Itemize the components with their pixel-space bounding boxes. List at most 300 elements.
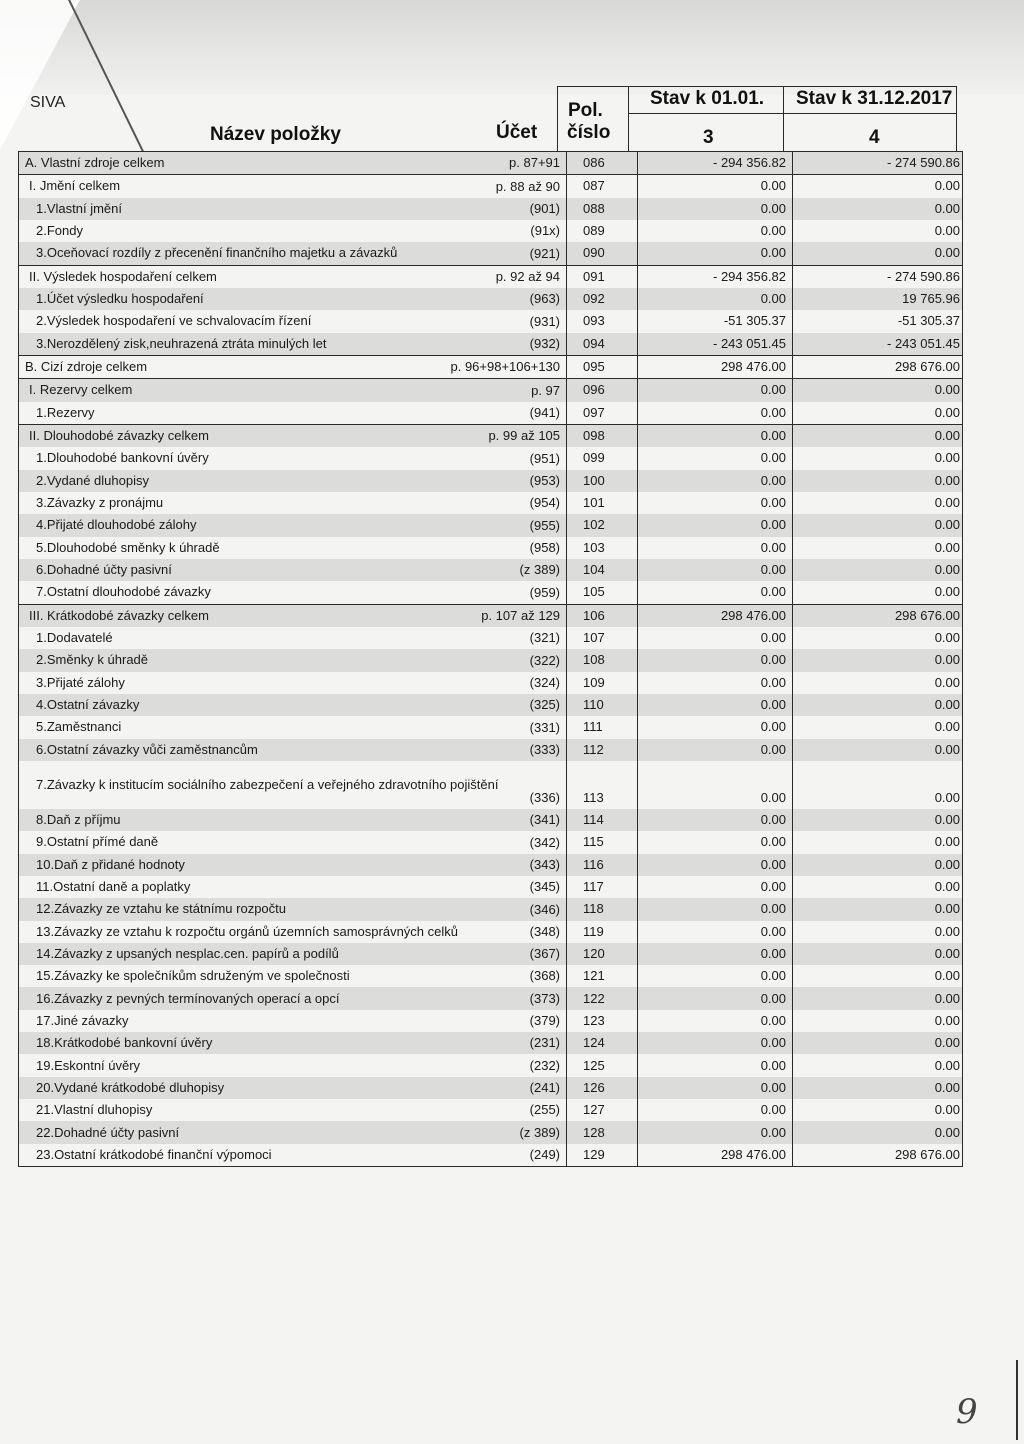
table-row [19, 175, 963, 198]
table-row [19, 1054, 963, 1076]
row-value-start: 0.00 [638, 198, 793, 220]
row-value-start: 0.00 [638, 761, 793, 809]
row-name: 17.Jiné závazky [36, 1012, 129, 1028]
row-name: I. Rezervy celkem [29, 382, 133, 398]
row-value-start: 0.00 [638, 716, 793, 738]
row-value-start: - 294 356.82 [638, 265, 793, 288]
row-name-cell [19, 581, 567, 604]
row-value-end: 0.00 [793, 649, 963, 671]
row-account: (955) [529, 517, 561, 533]
row-account: (324) [529, 674, 561, 690]
row-name-cell [19, 1099, 567, 1121]
table-row [19, 649, 963, 671]
row-name: 2.Směnky k úhradě [36, 652, 149, 668]
row-value-end: 0.00 [793, 1010, 963, 1032]
table-row [19, 898, 963, 920]
row-pol-number: 102 [567, 514, 638, 536]
row-value-start: 0.00 [638, 694, 793, 716]
row-value-end: 0.00 [793, 447, 963, 469]
row-value-start: 0.00 [638, 921, 793, 943]
row-name: 14.Závazky z upsaných nesplac.cen. papírů a podílů [36, 945, 339, 961]
row-value-end: 0.00 [793, 424, 963, 447]
row-name: 1.Dodavatelé [36, 630, 113, 646]
table-row [19, 943, 963, 965]
row-pol-number: 129 [567, 1144, 638, 1167]
row-value-start: 0.00 [638, 514, 793, 536]
row-name: 21.Vlastní dluhopisy [36, 1102, 153, 1118]
row-name: 10.Daň z přidané hodnoty [36, 856, 185, 872]
row-name-cell [19, 831, 567, 853]
row-account: p. 107 až 129 [481, 607, 561, 623]
row-value-end: 0.00 [793, 402, 963, 425]
table-row [19, 761, 963, 809]
row-name-cell [19, 809, 567, 831]
row-account: (951) [529, 450, 561, 466]
row-name-cell [19, 1077, 567, 1099]
row-account: (346) [529, 901, 561, 917]
row-name: II. Výsledek hospodaření celkem [29, 268, 217, 284]
row-name-cell [19, 310, 567, 332]
row-name-cell [19, 265, 567, 288]
row-value-end: 0.00 [793, 581, 963, 604]
row-name: 1.Dlouhodobé bankovní úvěry [36, 450, 209, 466]
row-account: (z 389) [519, 562, 561, 578]
row-value-start: 0.00 [638, 581, 793, 604]
row-value-start: 298 476.00 [638, 604, 793, 627]
row-value-end: 0.00 [793, 739, 963, 761]
header-divider-pol-right [628, 86, 629, 152]
row-value-end: 0.00 [793, 898, 963, 920]
row-pol-number: 120 [567, 943, 638, 965]
row-value-end: 0.00 [793, 809, 963, 831]
row-pol-number: 105 [567, 581, 638, 604]
row-name: 7.Závazky k institucím sociálního zabezpečení a veřejného zdravotního pojištění [36, 777, 499, 793]
table-row [19, 333, 963, 356]
row-name-cell [19, 447, 567, 469]
row-value-end: 0.00 [793, 761, 963, 809]
row-name: 23.Ostatní krátkodobé finanční výpomoci [36, 1146, 272, 1162]
row-value-start: 0.00 [638, 831, 793, 853]
row-pol-number: 090 [567, 242, 638, 265]
row-name-cell [19, 739, 567, 761]
row-account: (241) [529, 1080, 561, 1096]
row-value-start: 0.00 [638, 627, 793, 649]
table-row [19, 1121, 963, 1143]
table-row [19, 1010, 963, 1032]
row-name: 3.Nerozdělený zisk,neuhrazená ztráta minulých let [36, 335, 327, 351]
row-value-end: - 274 590.86 [793, 265, 963, 288]
header-mid-rule [628, 113, 957, 114]
row-pol-number: 104 [567, 559, 638, 581]
row-pol-number: 127 [567, 1099, 638, 1121]
row-name: 8.Daň z příjmu [36, 812, 121, 828]
row-value-end: 0.00 [793, 831, 963, 853]
row-pol-number: 087 [567, 175, 638, 198]
row-value-end: 0.00 [793, 175, 963, 198]
column-header-state-end: Stav k 31.12.2017 [796, 88, 953, 109]
table-row [19, 198, 963, 220]
row-pol-number: 100 [567, 470, 638, 492]
row-name-cell [19, 898, 567, 920]
row-account: (336) [529, 789, 561, 805]
row-name-cell [19, 152, 567, 175]
row-value-end: 0.00 [793, 921, 963, 943]
header-top-rule [557, 86, 957, 87]
row-pol-number: 099 [567, 447, 638, 469]
scan-shadow [0, 0, 1024, 95]
table-row [19, 447, 963, 469]
row-value-start: 0.00 [638, 987, 793, 1009]
row-value-start: 0.00 [638, 1054, 793, 1076]
row-value-start: 0.00 [638, 1010, 793, 1032]
row-value-end: 0.00 [793, 470, 963, 492]
row-value-end: 19 765.96 [793, 288, 963, 310]
row-account: (z 389) [519, 1124, 561, 1140]
row-name-cell [19, 537, 567, 559]
row-pol-number: 123 [567, 1010, 638, 1032]
row-account: (249) [529, 1147, 561, 1163]
row-value-start: 0.00 [638, 402, 793, 425]
row-name: III. Krátkodobé závazky celkem [29, 607, 209, 623]
row-name: 18.Krátkodobé bankovní úvěry [36, 1035, 213, 1051]
row-name: 19.Eskontní úvěry [36, 1057, 141, 1073]
row-account: p. 88 až 90 [495, 178, 561, 194]
scan-edge-mark [1016, 1360, 1018, 1440]
row-value-end: 0.00 [793, 965, 963, 987]
table-row [19, 470, 963, 492]
row-pol-number: 089 [567, 220, 638, 242]
balance-table-body [19, 152, 963, 1167]
row-pol-number: 103 [567, 537, 638, 559]
row-name: 6.Ostatní závazky vůči zaměstnancům [36, 741, 258, 757]
row-pol-number: 097 [567, 402, 638, 425]
row-value-start: -51 305.37 [638, 310, 793, 332]
row-value-start: 298 476.00 [638, 1144, 793, 1167]
table-row [19, 379, 963, 402]
row-account: (368) [529, 968, 561, 984]
row-value-end: 0.00 [793, 220, 963, 242]
row-name-cell [19, 1010, 567, 1032]
row-account: (341) [529, 812, 561, 828]
row-name-cell [19, 559, 567, 581]
row-pol-number: 112 [567, 739, 638, 761]
table-row [19, 1144, 963, 1167]
row-name: 5.Dlouhodobé směnky k úhradě [36, 539, 220, 555]
row-name: 13.Závazky ze vztahu k rozpočtu orgánů územních samosprávných celků [36, 923, 458, 939]
row-name: II. Dlouhodobé závazky celkem [29, 428, 209, 444]
row-pol-number: 122 [567, 987, 638, 1009]
column-header-pol: Pol. [568, 100, 603, 121]
table-row [19, 242, 963, 265]
row-name: 1.Účet výsledku hospodaření [36, 291, 204, 307]
row-account: (954) [529, 495, 561, 511]
row-account: (953) [529, 472, 561, 488]
row-value-end: 0.00 [793, 559, 963, 581]
row-value-end: 0.00 [793, 1077, 963, 1099]
row-value-end: - 243 051.45 [793, 333, 963, 356]
table-row [19, 310, 963, 332]
table-row [19, 1077, 963, 1099]
column-header-pol-number: číslo [567, 122, 611, 143]
table-row [19, 854, 963, 876]
row-pol-number: 109 [567, 672, 638, 694]
row-pol-number: 128 [567, 1121, 638, 1143]
row-value-start: 298 476.00 [638, 355, 793, 378]
table-row [19, 627, 963, 649]
row-name: 1.Rezervy [36, 404, 95, 420]
table-row [19, 1099, 963, 1121]
row-name: 7.Ostatní dlouhodobé závazky [36, 584, 211, 600]
row-account: (342) [529, 834, 561, 850]
row-account: (321) [529, 630, 561, 646]
column-number-3: 3 [703, 127, 714, 148]
row-value-start: 0.00 [638, 898, 793, 920]
row-account: (232) [529, 1057, 561, 1073]
row-account: (367) [529, 946, 561, 962]
row-name-cell [19, 220, 567, 242]
row-name: A. Vlastní zdroje celkem [25, 155, 165, 171]
row-name: 2.Vydané dluhopisy [36, 472, 149, 488]
header-divider-col4 [956, 86, 957, 152]
row-name: 11.Ostatní daně a poplatky [36, 879, 191, 894]
table-row [19, 716, 963, 738]
row-pol-number: 093 [567, 310, 638, 332]
row-value-start: 0.00 [638, 876, 793, 898]
row-pol-number: 111 [567, 716, 638, 738]
row-name: 12.Závazky ze vztahu ke státnímu rozpočtu [36, 901, 287, 917]
row-value-end: 0.00 [793, 716, 963, 738]
row-pol-number: 098 [567, 424, 638, 447]
row-value-end: 0.00 [793, 1121, 963, 1143]
row-name-cell [19, 854, 567, 876]
row-pol-number: 115 [567, 831, 638, 853]
row-account: (322) [529, 652, 561, 668]
row-value-start: 0.00 [638, 649, 793, 671]
row-value-end: 298 676.00 [793, 604, 963, 627]
section-label: SIVA [30, 94, 66, 111]
row-name: 1.Vlastní jmění [36, 200, 122, 216]
row-pol-number: 096 [567, 379, 638, 402]
row-value-start: 0.00 [638, 379, 793, 402]
table-row [19, 152, 963, 175]
row-account: (932) [529, 335, 561, 351]
row-value-start: 0.00 [638, 288, 793, 310]
header-divider-col3 [783, 86, 784, 152]
row-account: p. 92 až 94 [495, 268, 561, 284]
table-row [19, 355, 963, 378]
row-value-start: 0.00 [638, 492, 793, 514]
row-value-end: 298 676.00 [793, 355, 963, 378]
row-name: 2.Výsledek hospodaření ve schvalovacím řízení [36, 313, 312, 329]
table-row [19, 739, 963, 761]
row-value-start: 0.00 [638, 965, 793, 987]
row-account: (345) [529, 879, 561, 895]
row-value-start: 0.00 [638, 424, 793, 447]
row-value-end: 0.00 [793, 198, 963, 220]
row-account: (379) [529, 1013, 561, 1029]
row-name: 16.Závazky z pevných termínovaných operací a opcí [36, 990, 340, 1006]
row-name-cell [19, 1054, 567, 1076]
row-value-end: 0.00 [793, 627, 963, 649]
row-name: 2.Fondy [36, 223, 83, 239]
column-number-4: 4 [869, 127, 880, 148]
row-value-start: 0.00 [638, 1077, 793, 1099]
row-value-end: 0.00 [793, 514, 963, 536]
row-value-start: 0.00 [638, 739, 793, 761]
row-name-cell [19, 716, 567, 738]
row-pol-number: 092 [567, 288, 638, 310]
table-row [19, 402, 963, 425]
row-value-end: 0.00 [793, 876, 963, 898]
row-name: 3.Přijaté zálohy [36, 674, 125, 690]
header-divider-pol-left [557, 86, 558, 152]
row-name-cell [19, 355, 567, 378]
row-account: (333) [529, 741, 561, 757]
row-account: p. 87+91 [509, 155, 561, 171]
column-header-name: Název položky [210, 124, 341, 145]
row-name-cell [19, 876, 567, 898]
table-row [19, 987, 963, 1009]
row-name-cell [19, 288, 567, 310]
row-value-start: 0.00 [638, 537, 793, 559]
row-pol-number: 118 [567, 898, 638, 920]
table-row [19, 492, 963, 514]
row-account: (963) [529, 291, 561, 307]
row-value-start: 0.00 [638, 447, 793, 469]
row-value-end: 0.00 [793, 943, 963, 965]
row-account: (958) [529, 539, 561, 555]
row-name: 22.Dohadné účty pasivní [36, 1124, 180, 1140]
row-value-end: -51 305.37 [793, 310, 963, 332]
handwritten-page-number: 9 [956, 1392, 978, 1432]
row-name-cell [19, 694, 567, 716]
row-value-start: 0.00 [638, 1099, 793, 1121]
row-name-cell [19, 514, 567, 536]
row-name-cell [19, 987, 567, 1009]
row-pol-number: 107 [567, 627, 638, 649]
row-value-start: 0.00 [638, 943, 793, 965]
row-name: I. Jmění celkem [29, 178, 121, 194]
row-pol-number: 119 [567, 921, 638, 943]
row-value-end: 0.00 [793, 694, 963, 716]
row-pol-number: 110 [567, 694, 638, 716]
row-pol-number: 101 [567, 492, 638, 514]
row-name-cell [19, 965, 567, 987]
row-pol-number: 095 [567, 355, 638, 378]
row-value-start: - 243 051.45 [638, 333, 793, 356]
row-account: (331) [529, 719, 561, 735]
folded-corner [0, 0, 80, 150]
table-row [19, 537, 963, 559]
row-value-end: 0.00 [793, 672, 963, 694]
row-value-end: - 274 590.86 [793, 152, 963, 175]
row-value-start: 0.00 [638, 470, 793, 492]
row-value-start: 0.00 [638, 854, 793, 876]
row-value-end: 0.00 [793, 1054, 963, 1076]
row-value-end: 0.00 [793, 379, 963, 402]
row-name-cell [19, 379, 567, 402]
row-value-start: 0.00 [638, 242, 793, 265]
row-value-end: 0.00 [793, 1099, 963, 1121]
row-name: 4.Ostatní závazky [36, 697, 140, 713]
table-row [19, 604, 963, 627]
row-name-cell [19, 242, 567, 265]
table-row [19, 876, 963, 898]
row-name: B. Cizí zdroje celkem [25, 359, 148, 375]
row-account: p. 97 [531, 382, 561, 398]
table-row [19, 265, 963, 288]
row-name-cell [19, 1144, 567, 1167]
table-row [19, 921, 963, 943]
row-pol-number: 121 [567, 965, 638, 987]
table-row [19, 694, 963, 716]
row-value-end: 0.00 [793, 1032, 963, 1054]
row-name-cell [19, 492, 567, 514]
row-account: (231) [529, 1035, 561, 1051]
row-name-cell [19, 761, 567, 809]
row-name-cell [19, 604, 567, 627]
table-row [19, 809, 963, 831]
table-row [19, 559, 963, 581]
row-value-start: 0.00 [638, 1121, 793, 1143]
row-account: (255) [529, 1102, 561, 1118]
balance-table [18, 151, 963, 1167]
table-row [19, 672, 963, 694]
row-account: (373) [529, 990, 561, 1006]
row-pol-number: 125 [567, 1054, 638, 1076]
row-name-cell [19, 470, 567, 492]
row-value-end: 0.00 [793, 854, 963, 876]
row-value-end: 0.00 [793, 537, 963, 559]
row-value-start: 0.00 [638, 1032, 793, 1054]
row-pol-number: 088 [567, 198, 638, 220]
row-account: (343) [529, 856, 561, 872]
row-pol-number: 114 [567, 809, 638, 831]
row-name-cell [19, 627, 567, 649]
row-name: 5.Zaměstnanci [36, 719, 122, 735]
row-name-cell [19, 943, 567, 965]
row-account: (941) [529, 404, 561, 420]
row-value-start: 0.00 [638, 220, 793, 242]
row-value-end: 0.00 [793, 492, 963, 514]
row-name-cell [19, 649, 567, 671]
row-account: (91x) [530, 223, 561, 239]
row-name-cell [19, 175, 567, 198]
row-account: p. 96+98+106+130 [450, 359, 561, 375]
row-account: (901) [529, 200, 561, 216]
row-value-start: 0.00 [638, 809, 793, 831]
table-row [19, 288, 963, 310]
row-value-end: 0.00 [793, 987, 963, 1009]
row-pol-number: 124 [567, 1032, 638, 1054]
row-name-cell [19, 198, 567, 220]
column-header-state-start: Stav k 01.01. [650, 88, 765, 109]
row-account: (931) [529, 313, 561, 329]
row-name-cell [19, 333, 567, 356]
row-name: 20.Vydané krátkodobé dluhopisy [36, 1079, 225, 1095]
row-name: 6.Dohadné účty pasivní [36, 562, 172, 578]
row-pol-number: 086 [567, 152, 638, 175]
row-pol-number: 108 [567, 649, 638, 671]
row-pol-number: 126 [567, 1077, 638, 1099]
row-name-cell [19, 402, 567, 425]
row-pol-number: 117 [567, 876, 638, 898]
row-account: p. 99 až 105 [488, 428, 561, 444]
row-name: 9.Ostatní přímé daně [36, 834, 159, 850]
row-name-cell [19, 1121, 567, 1143]
row-pol-number: 091 [567, 265, 638, 288]
row-account: (348) [529, 923, 561, 939]
